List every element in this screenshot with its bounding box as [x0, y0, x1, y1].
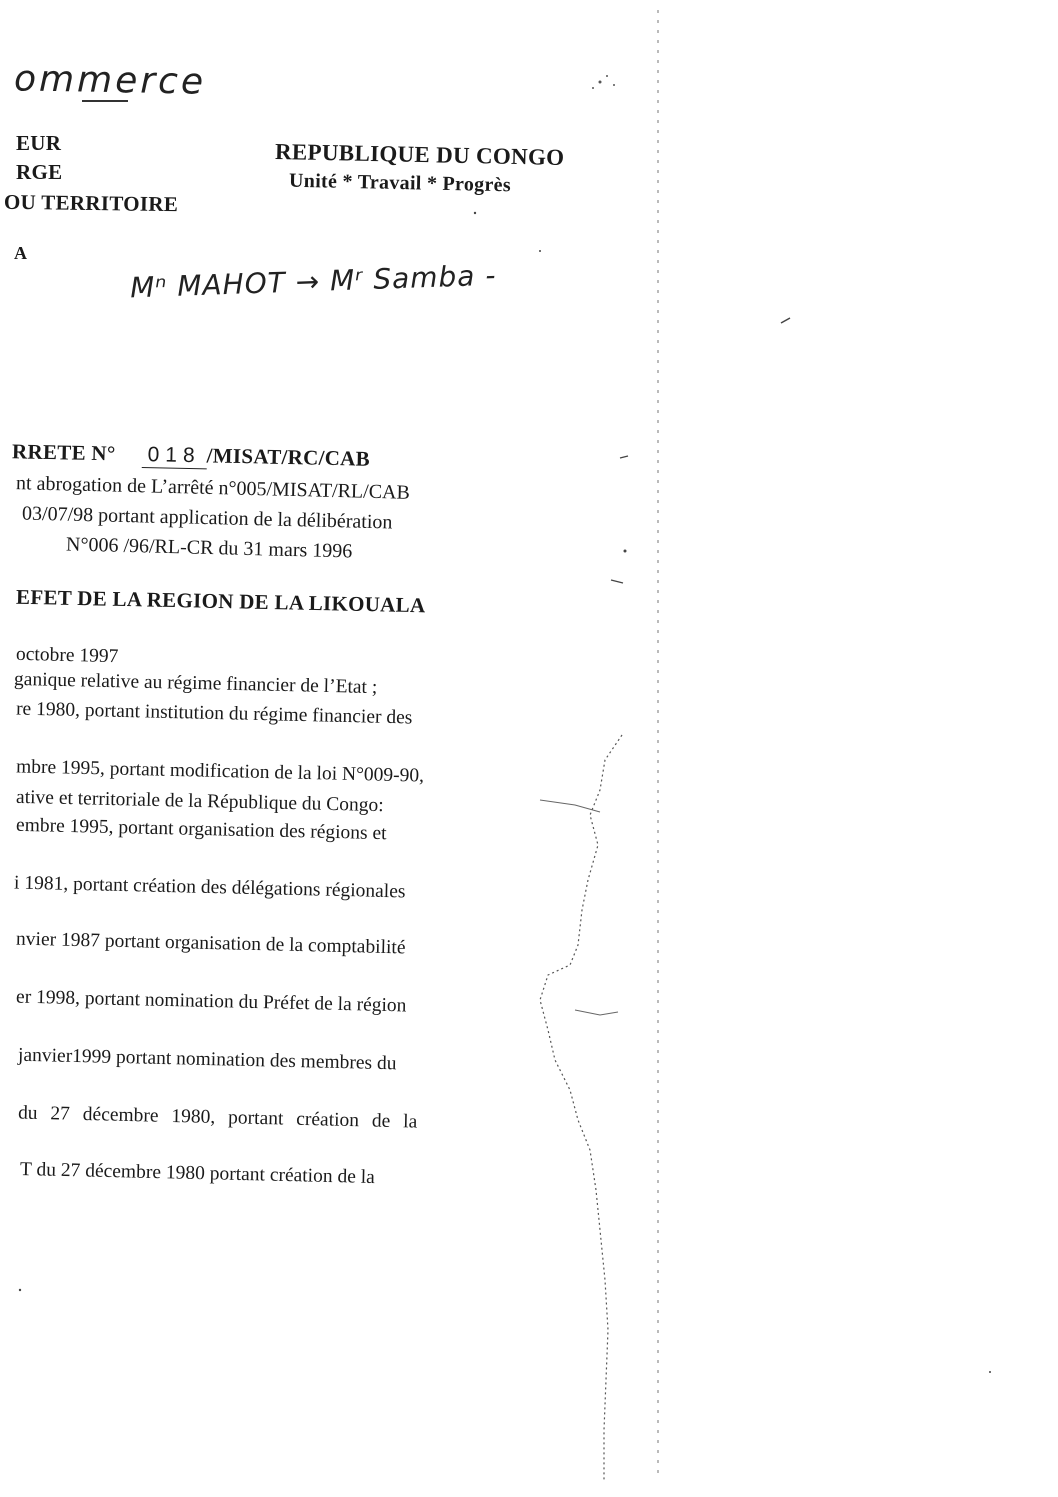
body-line-2: ganique relative au régime financier de l’Etat ; — [13, 668, 378, 699]
speck — [474, 212, 476, 214]
handwritten-names-note: Mⁿ MAHOT → Mʳ Samba - — [129, 258, 497, 305]
decree-prefix: RRETE N° — [11, 439, 116, 466]
ministry-header-line-4: A — [14, 243, 28, 263]
speck — [599, 81, 602, 84]
speck — [781, 318, 790, 323]
speck — [19, 1289, 21, 1291]
handwritten-commerce-note: ommerce — [13, 58, 207, 103]
body-line-11: du 27 décembre 1980, portant création de la — [17, 1102, 418, 1133]
speck — [611, 580, 623, 583]
body-line-5: ative et territoriale de la République du Congo: — [15, 786, 384, 817]
speck — [620, 456, 628, 458]
speck — [613, 84, 615, 86]
body-line-1: octobre 1997 — [15, 643, 119, 668]
national-motto: Unité * Travail * Progrès — [288, 169, 512, 197]
decree-number: 018 — [141, 443, 207, 469]
decree-subject-line-3: N°006 /96/RL-CR du 31 mars 1996 — [65, 533, 353, 563]
issuing-authority: EFET DE LA REGION DE LA LIKOUALA — [15, 584, 426, 618]
body-line-3: re 1980, portant institution du régime financier des — [15, 698, 413, 729]
body-line-8: nvier 1987 portant organisation de la comptabilité — [15, 928, 406, 959]
decree-subject-line-1: nt abrogation de L’arrêté n°005/MISAT/RL/CAB — [15, 472, 411, 504]
body-line-7: i 1981, portant création des délégations régionales — [13, 872, 406, 903]
speck — [624, 550, 627, 553]
ministry-header-line-1: EUR — [16, 131, 62, 155]
crease-branch-2 — [575, 1010, 618, 1015]
country-name: REPUBLIQUE DU CONGO — [274, 138, 565, 171]
ministry-header-line-3: OU TERRITOIRE — [3, 189, 179, 217]
body-line-4: mbre 1995, portant modification de la loi N°009-90, — [15, 756, 425, 787]
decree-subject-line-2: 03/07/98 portant application de la délibération — [21, 502, 393, 534]
ministry-header-line-2: RGE — [16, 160, 63, 184]
crease-branch-1 — [540, 800, 600, 812]
speck — [606, 75, 608, 77]
body-line-9: er 1998, portant nomination du Préfet de la région — [15, 986, 407, 1017]
speck — [989, 1371, 991, 1373]
paper-crease — [540, 735, 622, 1480]
body-line-10: janvier1999 portant nomination des membres du — [17, 1044, 397, 1075]
body-line-12: T du 27 décembre 1980 portant création de la — [19, 1158, 376, 1189]
decree-suffix: /MISAT/RC/CAB — [206, 443, 371, 471]
speck — [539, 250, 541, 252]
speck — [592, 87, 594, 89]
body-line-6: embre 1995, portant organisation des régions et — [15, 814, 387, 845]
